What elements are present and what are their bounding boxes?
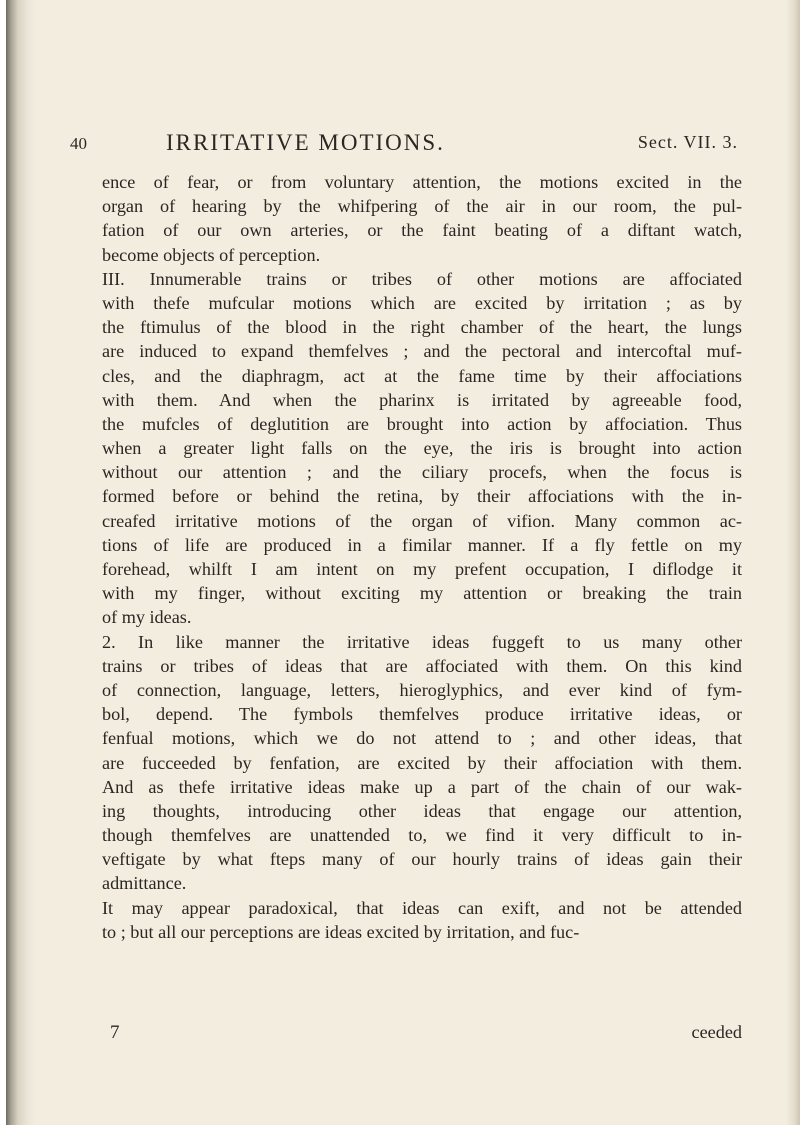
binding-edge bbox=[6, 0, 36, 1125]
text-line: the mufcles of deglutition are brought into action by affociation. Thus bbox=[102, 413, 742, 434]
signature-mark: 7 bbox=[110, 1022, 120, 1043]
text-line: formed before or behind the retina, by their affociations with the in- bbox=[102, 486, 742, 507]
text-line: are induced to expand themfelves ; and the pectoral and intercoftal muf- bbox=[102, 341, 742, 362]
text-line: veftigate by what fteps many of our hourly trains of ideas gain their bbox=[102, 849, 742, 870]
catchword: ceeded bbox=[691, 1022, 742, 1042]
text-line: become objects of perception. bbox=[102, 244, 321, 265]
text-line: admittance. bbox=[102, 873, 187, 894]
page-footer bbox=[102, 1022, 742, 1048]
text-line: It may appear paradoxical, that ideas can exift, and not be attended bbox=[102, 897, 742, 918]
text-line: when a greater light falls on the eye, the iris is brought into action bbox=[102, 438, 742, 459]
text-line: of my ideas. bbox=[102, 607, 192, 628]
text-line: without our attention ; and the ciliary procefs, when the focus is bbox=[102, 462, 742, 483]
text-line: fation of our own arteries, or the faint beating of a diftant watch, bbox=[102, 220, 742, 241]
text-line: the ftimulus of the blood in the right chamber of the heart, the lungs bbox=[102, 317, 742, 338]
section-reference: Sect. VII. 3. bbox=[637, 132, 738, 152]
text-line: ing thoughts, introducing other ideas that engage our attention, bbox=[102, 800, 742, 821]
text-line: of connection, language, letters, hieroglyphics, and ever kind of fym- bbox=[102, 679, 742, 700]
book-page bbox=[6, 0, 800, 1125]
text-line: ence of fear, or from voluntary attention, the motions excited in the bbox=[102, 172, 742, 192]
text-line: creafed irritative motions of the organ of vifion. Many common ac- bbox=[102, 510, 742, 531]
text-line: are fucceeded by fenfation, are excited by their affociation with them. bbox=[102, 752, 742, 773]
body-text bbox=[102, 170, 742, 944]
page-number: 40 bbox=[70, 134, 87, 153]
page-header bbox=[70, 130, 738, 164]
text-line: to ; but all our perceptions are ideas excited by irritation, and fuc- bbox=[102, 921, 580, 942]
text-line: cles, and the diaphragm, act at the fame time by their affociations bbox=[102, 365, 742, 386]
text-line: with them. And when the pharinx is irritated by agreeable food, bbox=[102, 389, 742, 410]
text-line: forehead, whilft I am intent on my prefent occupation, I diflodge it bbox=[102, 559, 742, 579]
page-edge-shadow bbox=[786, 0, 800, 1125]
text-line: tions of life are produced in a fimilar manner. If a fly fettle on my bbox=[102, 534, 742, 555]
text-line: trains or tribes of ideas that are affociated with them. On this kind bbox=[102, 655, 742, 676]
text-line: 2. In like manner the irritative ideas fuggeft to us many other bbox=[102, 631, 742, 652]
text-line: with thefe mufcular motions which are excited by irritation ; as by bbox=[102, 292, 742, 313]
text-line: bol, depend. The fymbols themfelves produce irritative ideas, or bbox=[102, 704, 742, 725]
text-line: And as thefe irritative ideas make up a part of the chain of our wak- bbox=[102, 776, 742, 797]
running-title: IRRITATIVE MOTIONS. bbox=[166, 130, 445, 155]
text-line: though themfelves are unattended to, we find it very difficult to in- bbox=[102, 825, 742, 846]
text-line: with my finger, without exciting my attention or breaking the train bbox=[102, 583, 742, 604]
text-line: organ of hearing by the whifpering of the air in our room, the pul- bbox=[102, 196, 742, 217]
text-line: III. Innumerable trains or tribes of other motions are affociated bbox=[102, 268, 742, 289]
text-line: fenfual motions, which we do not attend to ; and other ideas, that bbox=[102, 728, 742, 749]
